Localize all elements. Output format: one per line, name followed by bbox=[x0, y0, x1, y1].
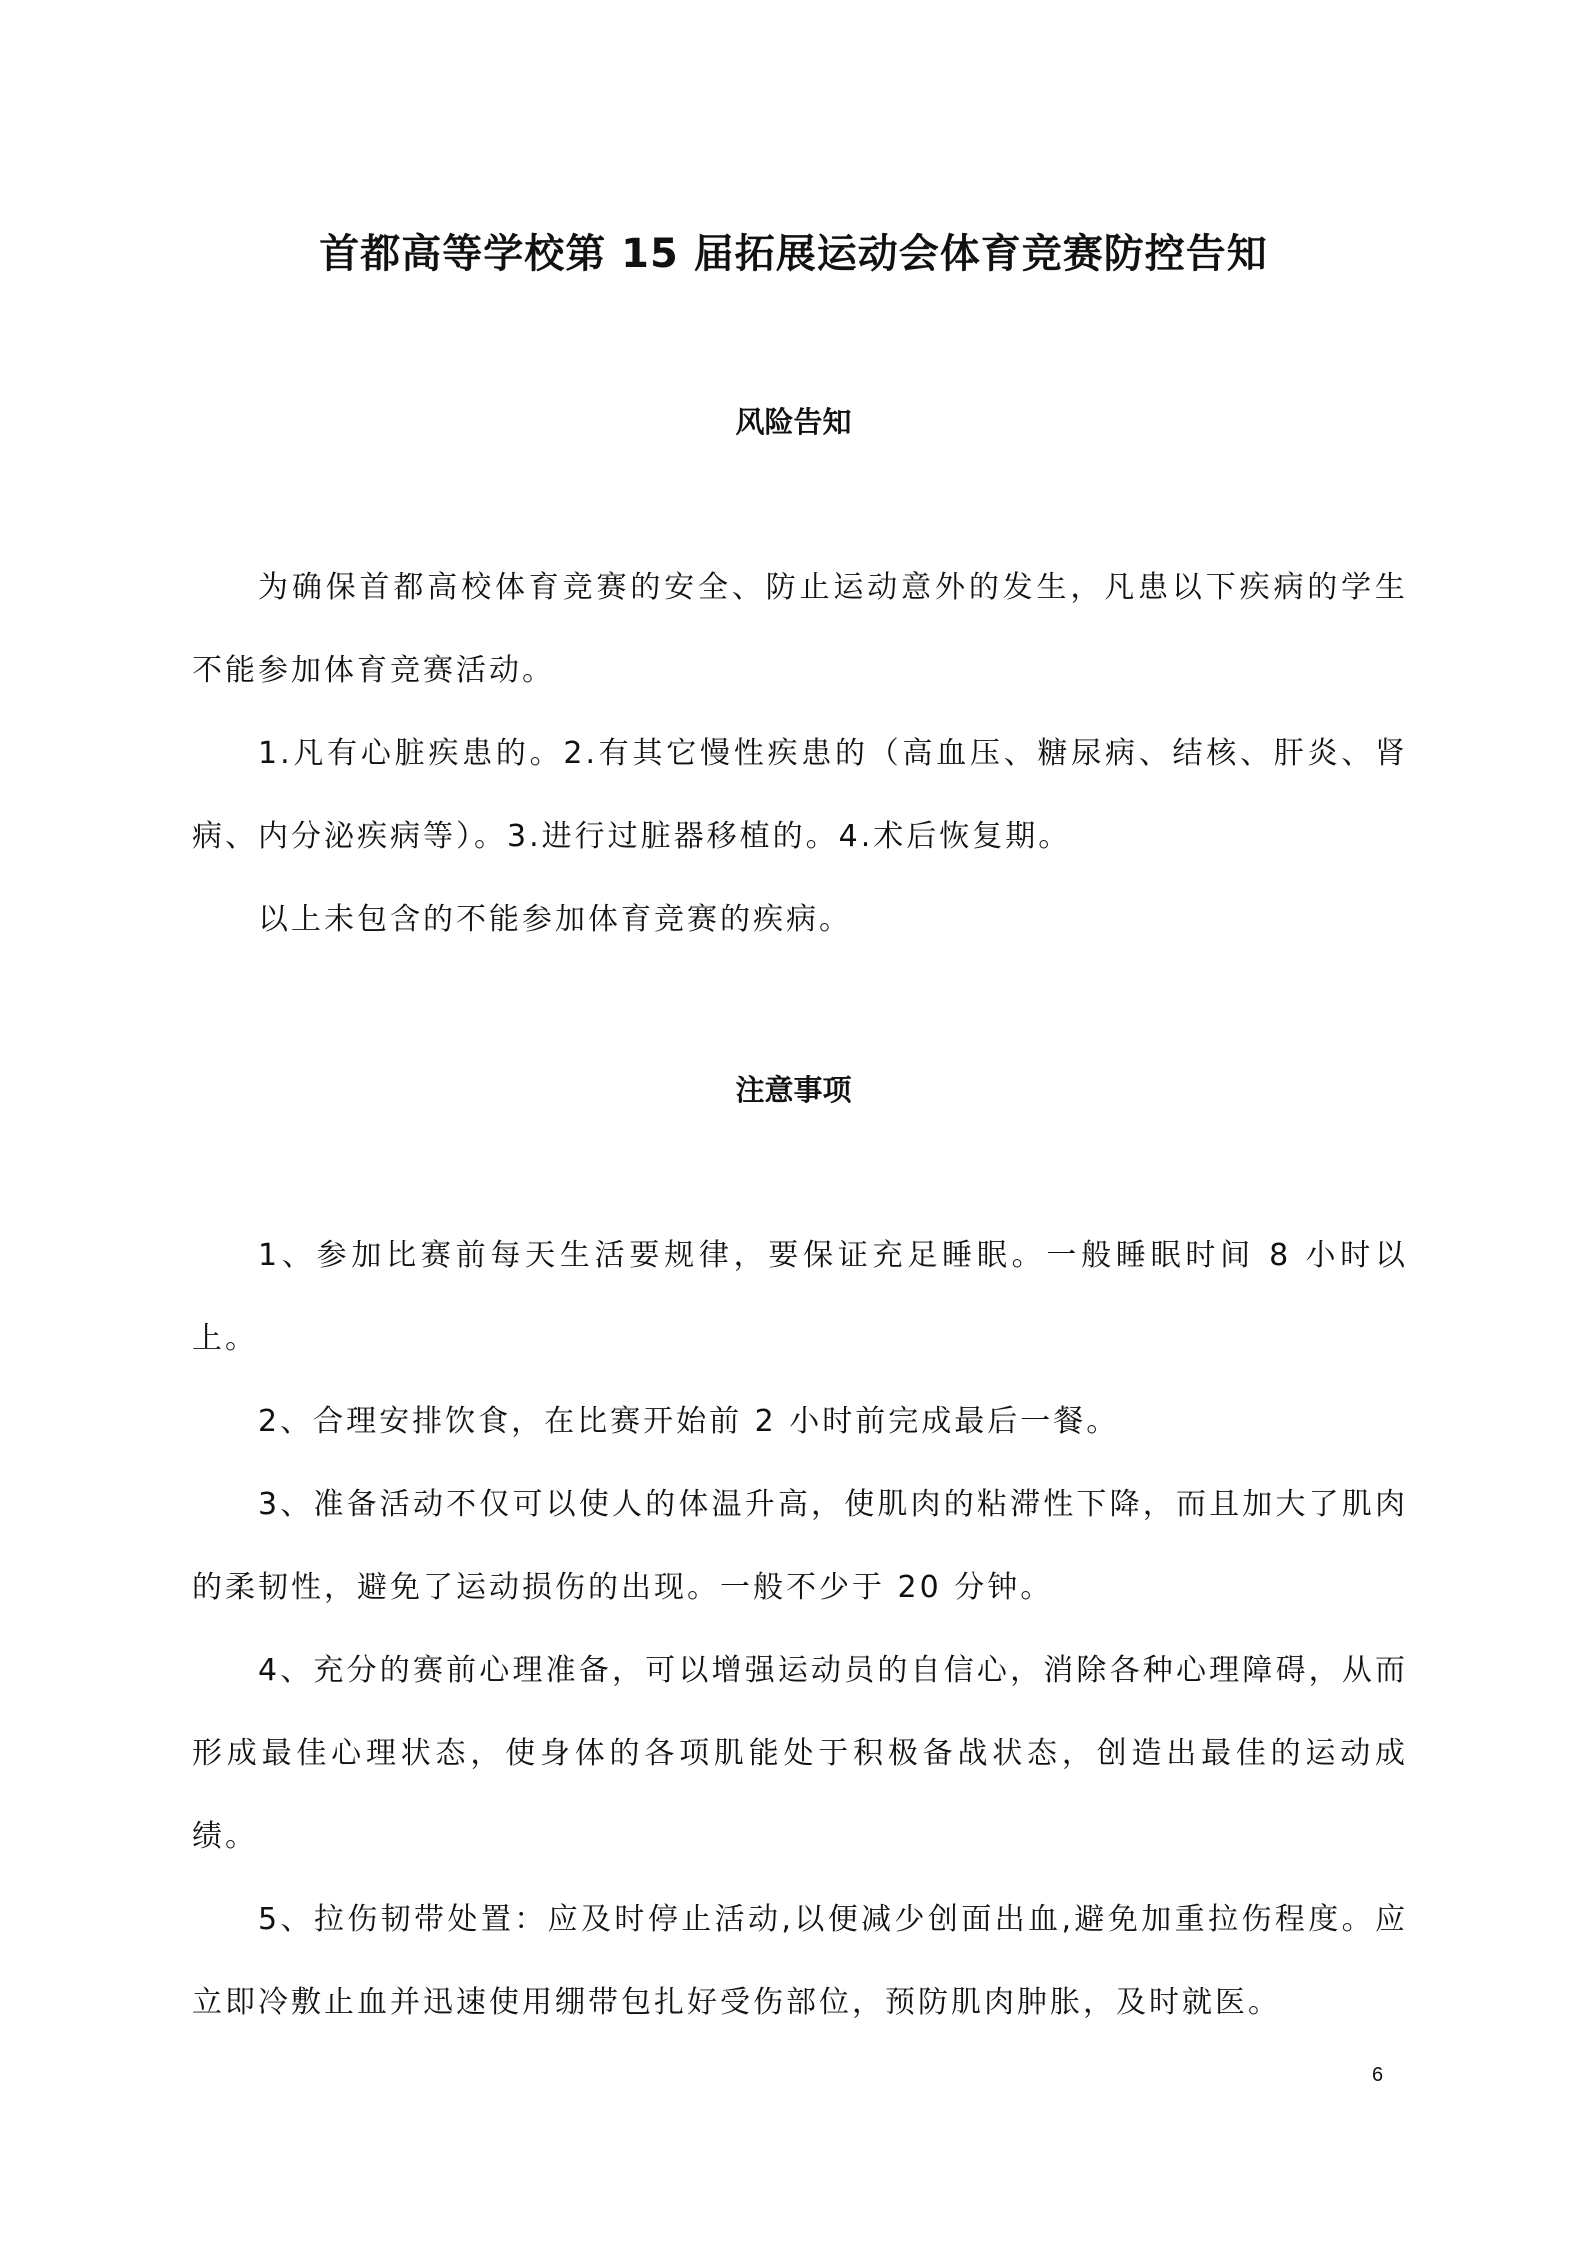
notes-paragraph: 4、充分的赛前心理准备，可以增强运动员的自信心，消除各种心理障碍，从而形成最佳心理状态，使身体的各项肌能处于积极备战状态，创造出最佳的运动成绩。 bbox=[192, 1653, 1408, 1854]
risk-paragraph: 1.凡有心脏疾患的。2.有其它慢性疾患的（高血压、糖尿病、结核、肝炎、肾病、内分泌疾病等）。3.进行过脏器移植的。4.术后恢复期。 bbox=[192, 736, 1408, 854]
risk-section-heading: 风险告知 bbox=[735, 405, 852, 439]
notes-paragraph: 3、准备活动不仅可以使人的体温升高，使肌肉的粘滞性下降，而且加大了肌肉的柔韧性，避免了运动损伤的出现。一般不少于 20 分钟。 bbox=[192, 1487, 1408, 1605]
notes-paragraph: 5、拉伤韧带处置：应及时停止活动,以便减少创面出血,避免加重拉伤程度。应立即冷敷止血并迅速使用绷带包扎好受伤部位，预防肌肉肿胀，及时就医。 bbox=[192, 1902, 1408, 2020]
notes-section-heading: 注意事项 bbox=[735, 1073, 852, 1107]
notes-section-body bbox=[192, 1214, 1408, 2044]
risk-paragraph: 以上未包含的不能参加体育竞赛的疾病。 bbox=[258, 902, 852, 937]
risk-section-body bbox=[192, 546, 1408, 961]
page-number: 6 bbox=[1372, 2064, 1384, 2086]
notes-paragraph: 2、合理安排饮食，在比赛开始前 2 小时前完成最后一餐。 bbox=[258, 1404, 1120, 1439]
document-title: 首都高等学校第 15 届拓展运动会体育竞赛防控告知 bbox=[319, 231, 1268, 277]
risk-paragraph: 为确保首都高校体育竞赛的安全、防止运动意外的发生，凡患以下疾病的学生不能参加体育竞赛活动。 bbox=[192, 570, 1408, 688]
notes-paragraph: 1、参加比赛前每天生活要规律，要保证充足睡眠。一般睡眠时间 8 小时以上。 bbox=[192, 1238, 1408, 1356]
